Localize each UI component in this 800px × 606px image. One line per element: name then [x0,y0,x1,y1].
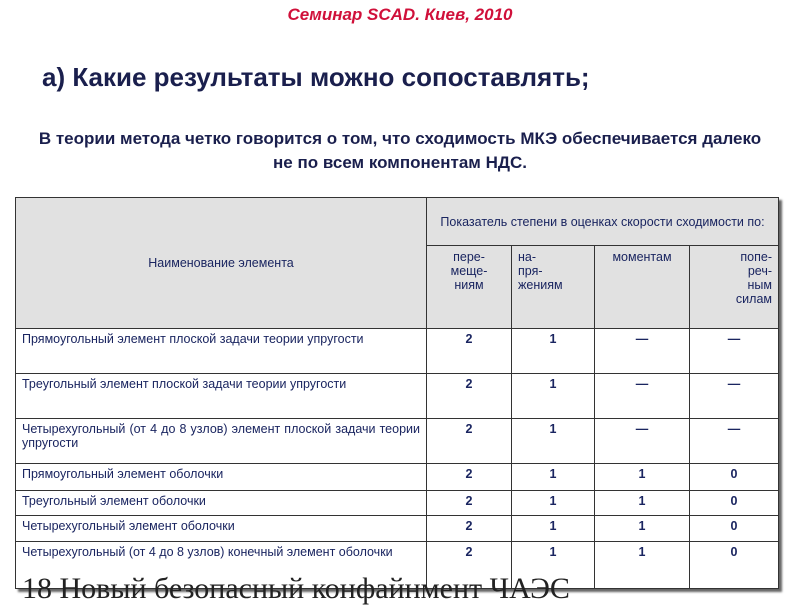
intro-text: В теории метода четко говорится о том, что сходимость МКЭ обеспечивается далеко не по всем компонентам НДС. [38,129,762,172]
slide-heading: а) Какие результаты можно сопоставлять; [42,62,590,92]
value-cell: 1 [595,491,690,516]
value-cell: 2 [427,491,512,516]
value-cell: 1 [512,542,595,589]
value-cell: — [595,419,690,464]
table-row [16,491,779,516]
value-cell: 1 [512,491,595,516]
value-cell: 2 [427,516,512,542]
subheader-shear: попе- реч- ным силам [690,246,779,329]
subheader-displacements: пере- меще- ниям [427,246,512,329]
element-name: Четырехугольный (от 4 до 8 узлов) элемент плоской задачи теории упругости [16,419,427,464]
value-cell: — [690,329,779,374]
group-header: Показатель степени в оценках скорости сходимости по: [427,198,779,246]
value-cell: — [595,374,690,419]
value-cell: 2 [427,374,512,419]
subheader-stresses: на- пря- жениям [512,246,595,329]
value-cell: 0 [690,491,779,516]
element-name: Треугольный элемент оболочки [16,491,427,516]
value-cell: 1 [512,374,595,419]
value-cell: 2 [427,464,512,491]
element-name: Прямоугольный элемент плоской задачи теории упругости [16,329,427,374]
table-row [16,464,779,491]
col-header-name: Наименование элемента [16,198,427,329]
value-cell: 2 [427,419,512,464]
subheader-moments: моментам [595,246,690,329]
value-cell: 2 [427,329,512,374]
value-cell: 0 [690,464,779,491]
table-row [16,516,779,542]
value-cell: 1 [512,516,595,542]
value-cell: 1 [512,329,595,374]
seminar-title: Семинар SCAD. Киев, 2010 [287,5,513,24]
element-name: Четырехугольный элемент оболочки [16,516,427,542]
value-cell: — [595,329,690,374]
element-name: Прямоугольный элемент оболочки [16,464,427,491]
table-row [16,374,779,419]
value-cell: 0 [690,516,779,542]
value-cell: 1 [595,516,690,542]
value-cell: — [690,419,779,464]
value-cell: — [690,374,779,419]
value-cell: 1 [595,464,690,491]
value-cell: 2 [427,542,512,589]
footer: 18 Новый безопасный конфайнмент ЧАЭС [22,572,570,605]
table-row [16,419,779,464]
convergence-table [15,197,779,589]
element-name: Четырехугольный (от 4 до 8 узлов) конечный элемент оболочки [16,542,427,589]
value-cell: 1 [595,542,690,589]
table-row [16,329,779,374]
value-cell: 0 [690,542,779,589]
element-name: Треугольный элемент плоской задачи теории упругости [16,374,427,419]
value-cell: 1 [512,464,595,491]
value-cell: 1 [512,419,595,464]
